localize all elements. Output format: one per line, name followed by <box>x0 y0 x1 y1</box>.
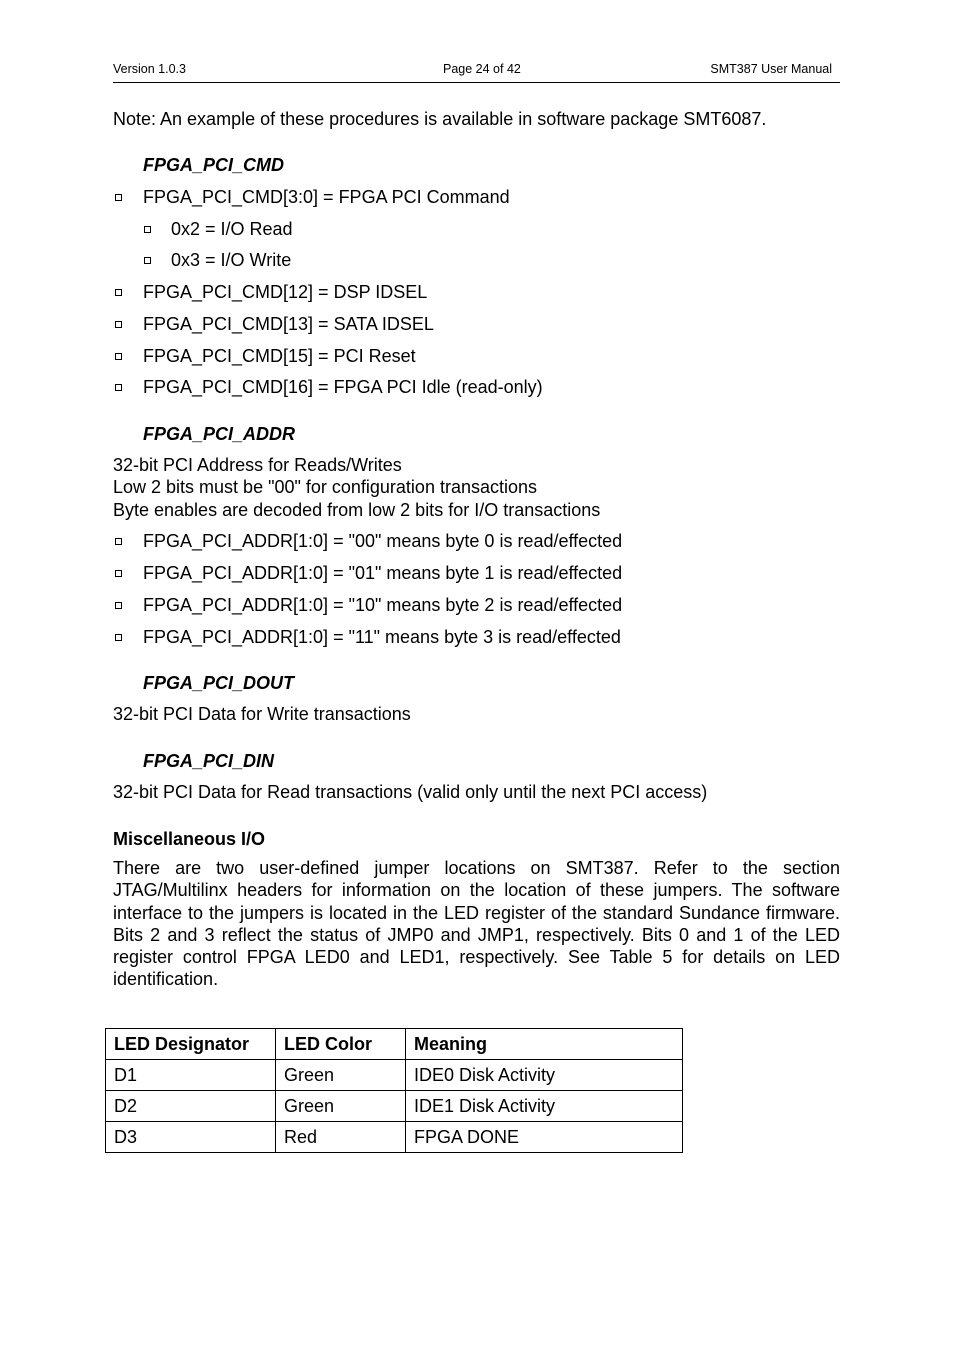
column-header-meaning: Meaning <box>406 1029 683 1060</box>
section-heading-misc: Miscellaneous I/O <box>113 829 266 849</box>
list-item: FPGA_PCI_ADDR[1:0] = "11" means byte 3 is read/effected <box>143 627 621 647</box>
section-heading-dout: FPGA_PCI_DOUT <box>143 673 295 693</box>
list-bullet <box>115 321 122 328</box>
header-page-number: Page 24 of 42 <box>443 62 521 76</box>
table-header-row <box>106 1029 683 1060</box>
list-bullet <box>115 289 122 296</box>
list-item: FPGA_PCI_CMD[15] = PCI Reset <box>143 346 416 366</box>
table-cell: Red <box>276 1122 406 1153</box>
list-item: FPGA_PCI_CMD[16] = FPGA PCI Idle (read-only) <box>143 377 543 397</box>
list-item: FPGA_PCI_CMD[3:0] = FPGA PCI Command <box>143 187 510 207</box>
header-version: Version 1.0.3 <box>113 62 186 76</box>
list-bullet <box>144 257 151 264</box>
addr-description-line: 32-bit PCI Address for Reads/Writes <box>113 455 402 475</box>
page-header <box>113 61 840 83</box>
addr-description-line: Low 2 bits must be "00" for configuration transactions <box>113 477 538 497</box>
list-item: 0x3 = I/O Write <box>171 250 292 270</box>
list-bullet <box>115 194 122 201</box>
table-cell: D3 <box>106 1122 276 1153</box>
note-text: Note: An example of these procedures is available in software package SMT6087. <box>113 109 767 129</box>
dout-description: 32-bit PCI Data for Write transactions <box>113 704 411 724</box>
table-cell: D1 <box>106 1060 276 1091</box>
list-bullet <box>115 353 122 360</box>
list-bullet <box>115 384 122 391</box>
list-item: 0x2 = I/O Read <box>171 219 293 239</box>
table-cell: Green <box>276 1091 406 1122</box>
table-cell: D2 <box>106 1091 276 1122</box>
table-cell: IDE1 Disk Activity <box>406 1091 683 1122</box>
led-table <box>105 1028 683 1153</box>
list-bullet <box>144 226 151 233</box>
column-header-color: LED Color <box>276 1029 406 1060</box>
list-bullet <box>115 570 122 577</box>
section-heading-cmd: FPGA_PCI_CMD <box>143 155 285 175</box>
column-header-designator: LED Designator <box>106 1029 276 1060</box>
table-cell: FPGA DONE <box>406 1122 683 1153</box>
din-description: 32-bit PCI Data for Read transactions (valid only until the next PCI access) <box>113 782 708 802</box>
list-bullet <box>115 634 122 641</box>
table-row <box>106 1060 683 1091</box>
list-bullet <box>115 602 122 609</box>
list-item: FPGA_PCI_ADDR[1:0] = "10" means byte 2 is read/effected <box>143 595 623 615</box>
list-item: FPGA_PCI_ADDR[1:0] = "01" means byte 1 is read/effected <box>143 563 623 583</box>
section-heading-din: FPGA_PCI_DIN <box>143 751 275 771</box>
section-heading-addr: FPGA_PCI_ADDR <box>143 424 296 444</box>
table-cell: Green <box>276 1060 406 1091</box>
list-item: FPGA_PCI_CMD[12] = DSP IDSEL <box>143 282 428 302</box>
list-item: FPGA_PCI_CMD[13] = SATA IDSEL <box>143 314 434 334</box>
table-row <box>106 1122 683 1153</box>
table-row <box>106 1091 683 1122</box>
list-item: FPGA_PCI_ADDR[1:0] = "00" means byte 0 is read/effected <box>143 531 623 551</box>
addr-description-line: Byte enables are decoded from low 2 bits for I/O transactions <box>113 500 601 520</box>
misc-paragraph: There are two user-defined jumper locations on SMT387. Refer to the section JTAG/Multilinx headers for information on the location of these jumpers. The software interface to the jumpers is located in the LED register of the standard Sundance firmware. Bits 2 and 3 reflect the status of JMP0 and JMP1, respectively. Bits 0 and 1 of the LED register control FPGA LED0 and LED1, respectively. See Table 5 for details on LED identification. <box>113 858 840 990</box>
list-bullet <box>115 538 122 545</box>
table-cell: IDE0 Disk Activity <box>406 1060 683 1091</box>
header-document-title: SMT387 User Manual <box>710 62 832 76</box>
